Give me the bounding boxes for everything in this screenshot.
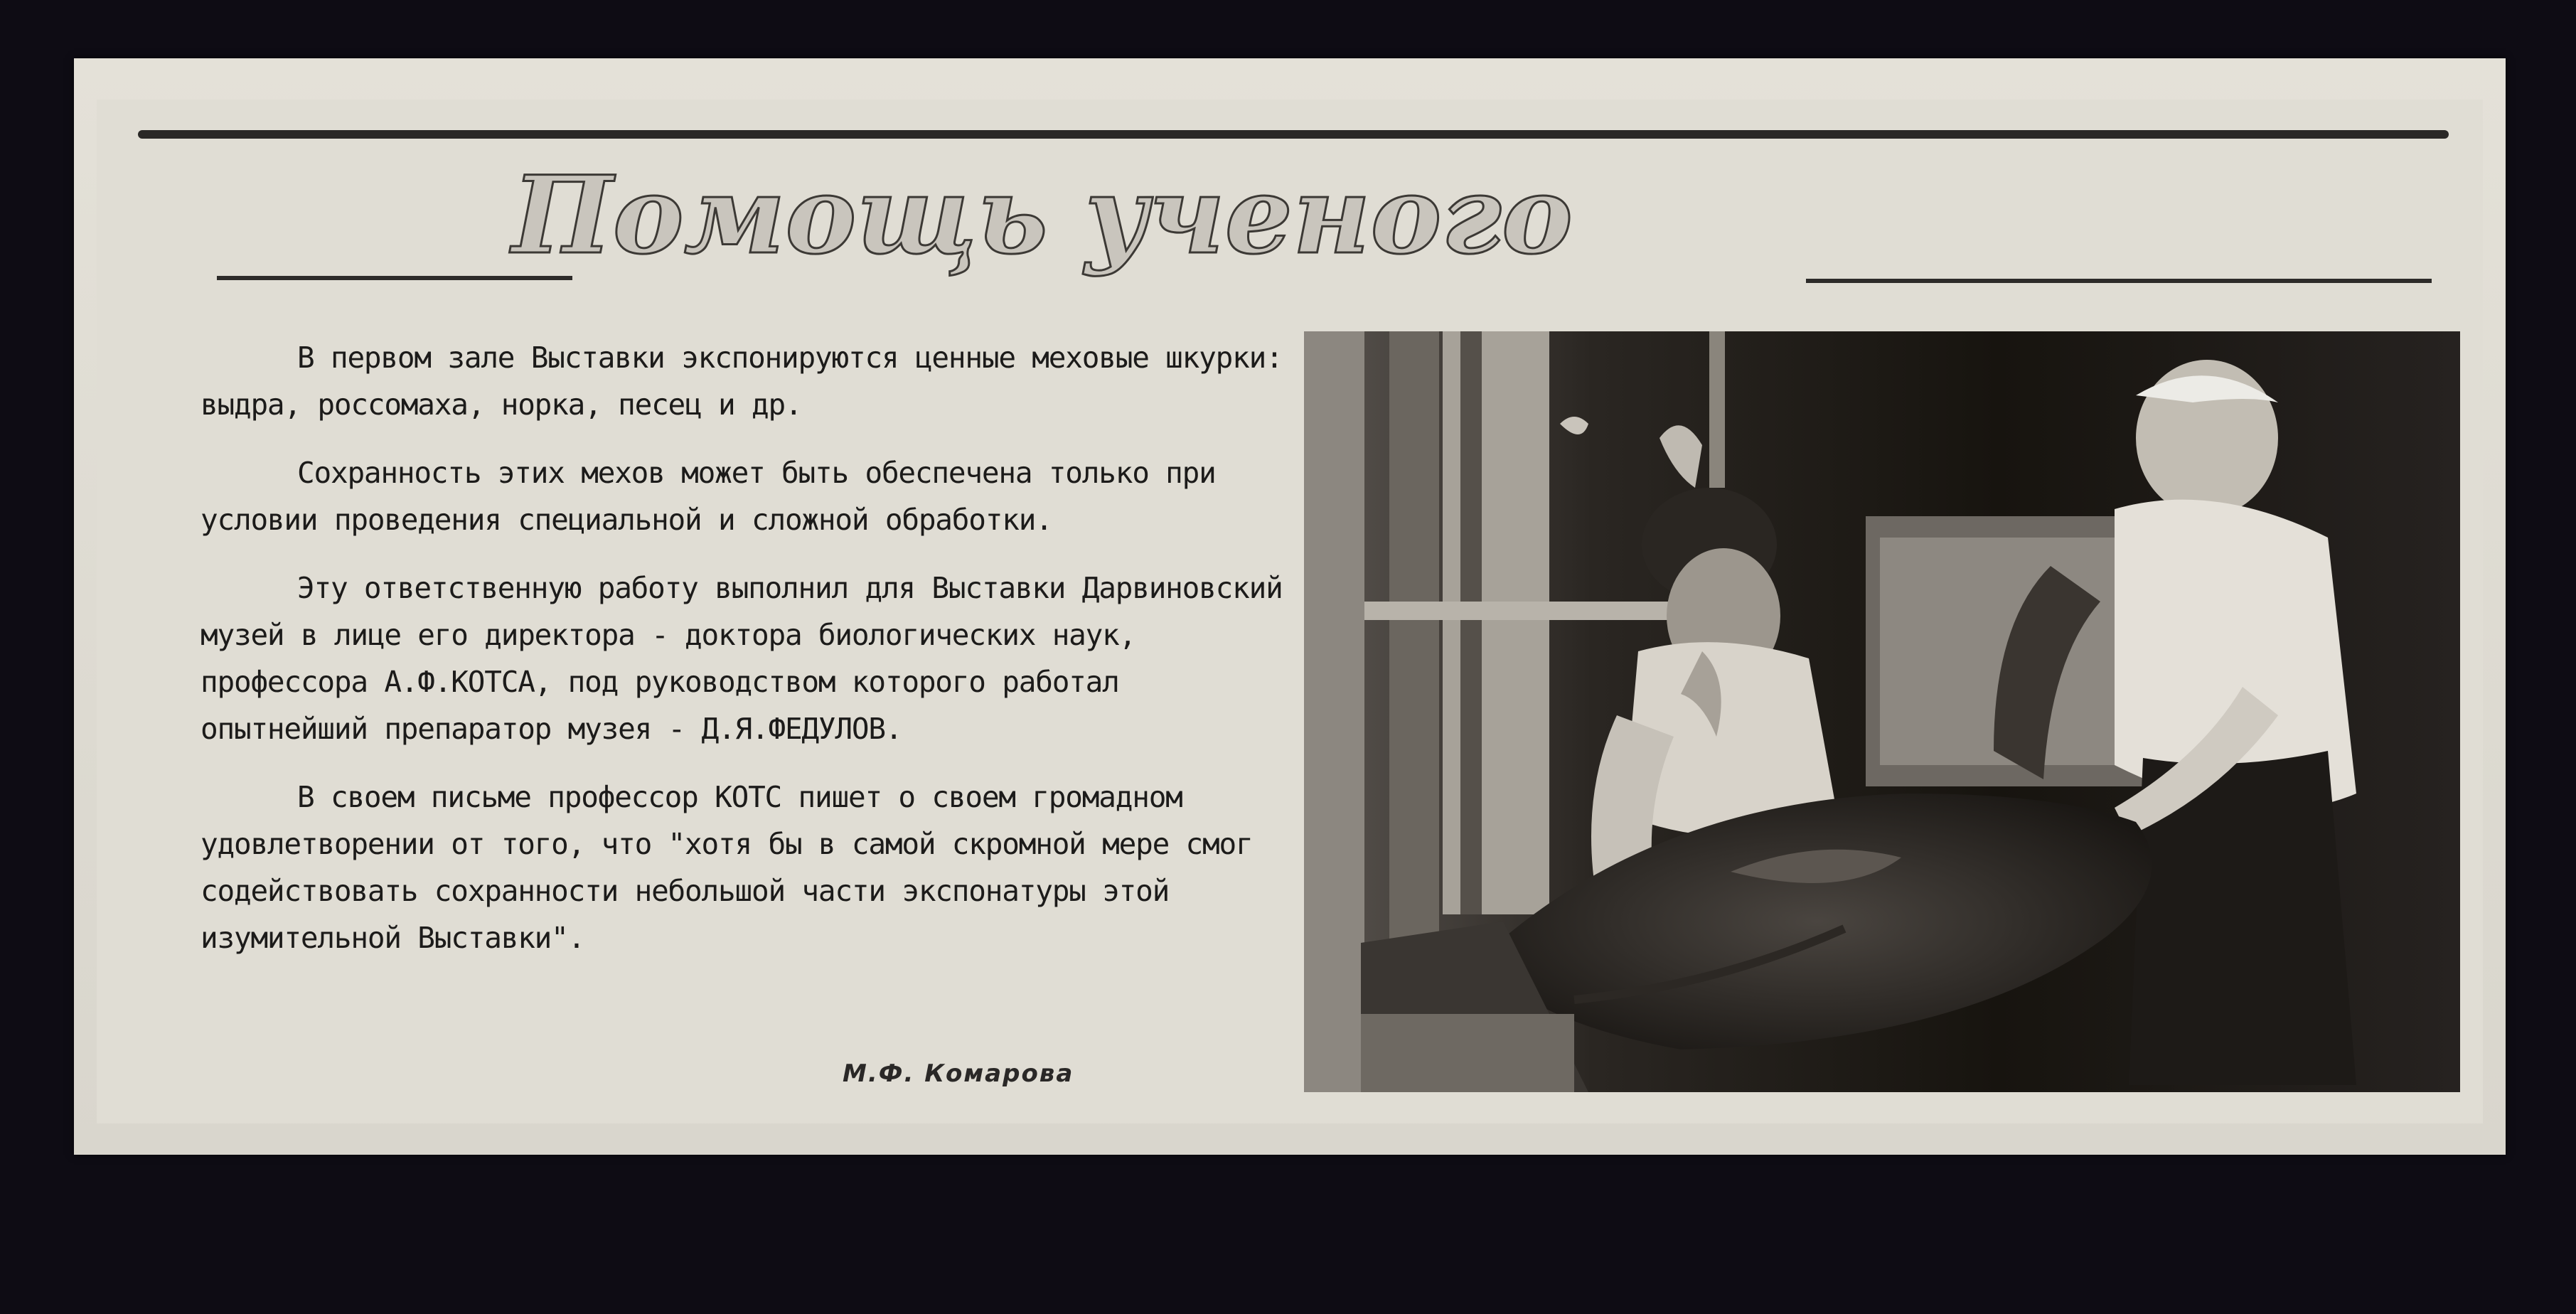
headline-text: Помощь ученого <box>512 153 1573 278</box>
paragraph-2: Сохранность этих мехов может быть обеспечена только при условии проведения специальной и сложной обработки. <box>201 456 1216 537</box>
headline-rule-right <box>1806 279 2432 283</box>
author-signature: М.Ф. Комарова <box>843 1059 1074 1088</box>
photo-illustration <box>1304 331 2460 1092</box>
paragraph-3: Эту ответственную работу выполнил для Выставки Дарвиновский музей в лице его директора - доктора биологических наук, профессора А.Ф.КОТСА, под руководством которого работал опытнейший препаратор музея - Д.Я.ФЕДУЛОВ. <box>201 571 1283 746</box>
top-rule <box>138 130 2449 139</box>
paragraph-4: В своем письме профессор КОТС пишет о своем громадном удовлетворении от того, что "хотя бы в самой скромной мере смог содействовать сохранности небольшой части экспонатуры этой изумительной Выставки". <box>201 780 1253 955</box>
paragraph-1: В первом зале Выставки экспонируются ценные меховые шкурки: выдра, россомаха, норка, песец и др. <box>201 341 1283 422</box>
headline <box>498 146 1849 302</box>
article-body <box>201 334 1295 1116</box>
photograph <box>1304 331 2460 1092</box>
